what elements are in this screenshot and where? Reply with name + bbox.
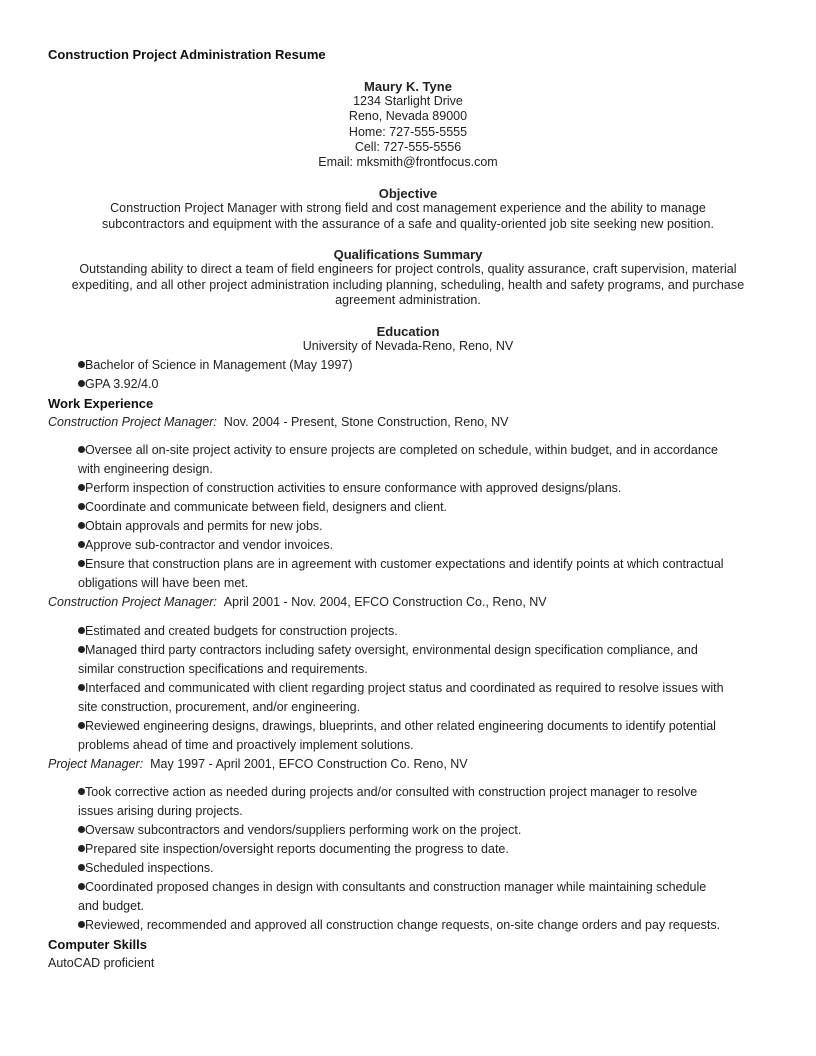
bullet-icon [78,560,85,567]
list-item: Approve sub-contractor and vendor invoices. [78,536,768,555]
qualifications-heading: Qualifications Summary [333,247,483,262]
list-item: Estimated and created budgets for construction projects. [78,622,768,641]
list-item: Interfaced and communicated with client regarding project status and coordinated as required to resolve issues with site construction, procurement, and/or engineering. [78,681,724,714]
list-item: Reviewed, recommended and approved all construction change requests, on-site change orders and pay requests. [78,916,768,935]
home-phone: Home: 727-555-5555 [348,124,468,139]
list-item: Managed third party contractors including safety oversight, environmental design specification compliance, and similar construction specifications and requirements. [78,643,698,676]
bullet-icon [78,883,85,890]
bullet-icon [78,503,85,510]
objective-line: Construction Project Manager with strong field and cost management experience and the ability to manage [110,201,706,216]
qualifications-line: expediting, and all other project administration including planning, scheduling, health and safety programs, and purchase [71,277,745,292]
computer-skills-text: AutoCAD proficient [48,956,155,970]
education-section [40,324,776,354]
job-title: Construction Project Manager: [48,595,217,609]
bullet-icon [78,380,85,387]
job-duties-list [78,441,768,593]
job-details: Nov. 2004 - Present, Stone Construction, Reno, NV [223,415,509,429]
bullet-icon [78,484,85,491]
document-title: Construction Project Administration Resume [48,47,326,62]
job-duties-list [78,622,768,755]
education-list [78,356,768,394]
job-header [48,757,468,771]
bullet-icon [78,646,85,653]
list-item: Perform inspection of construction activities to ensure conformance with approved designs/plans. [78,479,768,498]
job-title: Project Manager: [48,757,144,771]
job-header [48,595,547,609]
list-item: Oversee all on-site project activity to ensure projects are completed on schedule, within budget, and in accordance with engineering design. [78,443,718,476]
list-item: Obtain approvals and permits for new jobs. [78,517,768,536]
job-details: April 2001 - Nov. 2004, EFCO Construction Co., Reno, NV [223,595,547,609]
bullet-icon [78,864,85,871]
qualifications-line: agreement administration. [335,293,481,308]
list-item: GPA 3.92/4.0 [78,375,768,394]
contact-block [40,79,776,170]
list-item: Oversaw subcontractors and vendors/suppliers performing work on the project. [78,821,768,840]
job-title: Construction Project Manager: [48,415,217,429]
bullet-icon [78,541,85,548]
objective-section [40,186,776,232]
list-item: Took corrective action as needed during projects and/or consulted with construction project manager to resolve issues arising during projects. [78,785,698,818]
cell-phone: Cell: 727-555-5556 [354,139,462,154]
list-item: Bachelor of Science in Management (May 1997) [78,356,768,375]
objective-line: subcontractors and equipment with the assurance of a safe and quality-oriented job site seeking new position. [101,216,715,231]
list-item: Prepared site inspection/oversight reports documenting the progress to date. [78,840,768,859]
bullet-icon [78,446,85,453]
bullet-icon [78,788,85,795]
bullet-icon [78,684,85,691]
bullet-icon [78,826,85,833]
bullet-icon [78,627,85,634]
job-details: May 1997 - April 2001, EFCO Construction Co. Reno, NV [150,757,468,771]
list-item: Scheduled inspections. [78,859,768,878]
qualifications-line: Outstanding ability to direct a team of field engineers for project controls, quality assurance, craft supervision, material [79,262,737,277]
email: Email: mksmith@frontfocus.com [318,155,498,170]
candidate-name: Maury K. Tyne [364,79,452,94]
qualifications-section [40,247,776,309]
work-experience-heading: Work Experience [48,396,154,411]
bullet-icon [78,845,85,852]
list-item: Reviewed engineering designs, drawings, blueprints, and other related engineering documents to identify potential problems ahead of time and proactively implement solutions. [78,719,716,752]
bullet-icon [78,361,85,368]
address-line-2: Reno, Nevada 89000 [348,109,468,124]
list-item: Ensure that construction plans are in agreement with customer expectations and identify points at which contractual obligations will have been met. [78,557,724,590]
bullet-icon [78,921,85,928]
list-item: Coordinate and communicate between field, designers and client. [78,498,768,517]
computer-skills-heading: Computer Skills [48,937,147,952]
objective-heading: Objective [378,186,438,201]
education-heading: Education [376,324,440,339]
job-duties-list [78,783,768,935]
bullet-icon [78,522,85,529]
job-header [48,415,508,429]
bullet-icon [78,722,85,729]
education-school: University of Nevada-Reno, Reno, NV [302,339,514,354]
list-item: Coordinated proposed changes in design with consultants and construction manager while maintaining schedule and budget. [78,880,707,913]
address-line-1: 1234 Starlight Drive [353,94,463,109]
